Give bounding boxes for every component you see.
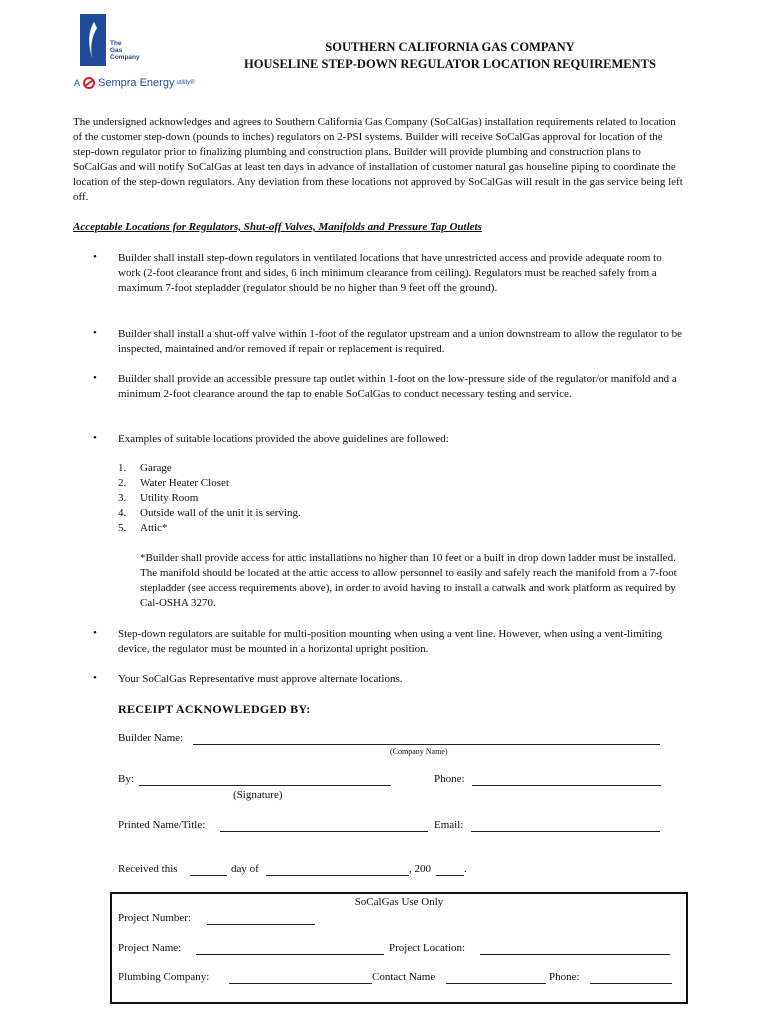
builder-name-label: Builder Name: xyxy=(118,732,184,744)
contact-name-field[interactable] xyxy=(446,983,546,984)
list-item: Attic* xyxy=(140,522,168,534)
printed-name-field[interactable] xyxy=(220,831,428,832)
attic-note: *Builder shall provide access for attic installations no higher than 10 feet or a built in drop down ladder must be installed. The manifold should be located at the attic access to allow personnel to easily and safely reach the manifold from a 7-foot stepladder (see access requirements above), in order to avoid having to install a catwalk and work platform as required by Cal-OSHA 3270. xyxy=(140,552,677,609)
bullet-text: Builder shall provide an accessible pressure tap outlet within 1-foot on the low-pressure side of the regulator/or manifold and a minimum 2-foot clearance around the tap to enable SoCalGas to conduct necessary testing and service. xyxy=(118,373,677,400)
bullet-marker: • xyxy=(93,672,97,684)
bullet-text: Builder shall install a shut-off valve within 1-foot of the regulator upstream and a union downstream to allow the regulator to be inspected, maintained and/or removed if repair or replacement is required. xyxy=(118,328,683,355)
contact-name-label: Contact Name xyxy=(372,971,436,983)
intro-paragraph: The undersigned acknowledges and agrees to Southern California Gas Company (SoCalGas) installation requirements related to location of the customer step-down (pounds to inches) regulators on 2-PSI systems. Builder will receive SoCalGas approval for location of the step-down regulator prior to finalizing plumbing and construction plans. Builder will provide plumbing and construction plans to SoCalGas and will notify SoCalGas at least ten days in advance of installation of customer natural gas houseline piping to coordinate the location of the step-down regulators. Any deviation from these locations not approved by SoCalGas will result in the gas service being left off. xyxy=(73,116,683,203)
email-label: Email: xyxy=(434,819,464,831)
sempra-logo: A Sempra Energy utility® xyxy=(74,77,195,89)
list-item: Garage xyxy=(140,462,172,474)
year-end-label: . xyxy=(464,863,467,875)
sempra-swirl-icon xyxy=(82,76,96,90)
received-day-field[interactable] xyxy=(190,875,227,876)
email-field[interactable] xyxy=(471,831,660,832)
receipt-heading: RECEIPT ACKNOWLEDGED BY: xyxy=(118,702,311,716)
phone-label: Phone: xyxy=(434,773,465,785)
project-location-field[interactable] xyxy=(480,954,670,955)
project-name-field[interactable] xyxy=(196,954,384,955)
list-number: 4. xyxy=(118,507,127,519)
list-number: 3. xyxy=(118,492,127,504)
gas-company-logo xyxy=(80,14,145,68)
bullet-marker: • xyxy=(93,251,97,263)
list-number: 1. xyxy=(118,462,127,474)
flame-icon xyxy=(80,14,106,66)
phone-field[interactable] xyxy=(472,785,661,786)
list-item: Utility Room xyxy=(140,492,199,504)
bullet-text: Examples of suitable locations provided the above guidelines are followed: xyxy=(118,433,449,445)
bullet-text: Builder shall install step-down regulators in ventilated locations that have unrestricted access and provide adequate room to work (2-foot clearance front and sides, 6 inch minimum clearance from ceiling). Regulators must be reached safely from a maximum 7-foot stepladder (regulator should be no higher than 9 feet off the ground). xyxy=(118,252,662,294)
project-location-label: Project Location: xyxy=(389,942,466,954)
logo-text: The Gas Company xyxy=(110,40,140,61)
list-number: 5. xyxy=(118,522,127,534)
socalgas-box-title: SoCalGas Use Only xyxy=(354,896,444,908)
day-of-label: day of xyxy=(231,863,259,875)
project-name-label: Project Name: xyxy=(118,942,182,954)
signature-field[interactable] xyxy=(139,785,391,786)
signature-caption: (Signature) xyxy=(233,789,283,801)
bullet-marker: • xyxy=(93,432,97,444)
bullet-marker: • xyxy=(93,372,97,384)
document-title: HOUSELINE STEP-DOWN REGULATOR LOCATION REQUIREMENTS xyxy=(244,57,656,71)
list-item: Water Heater Closet xyxy=(140,477,229,489)
builder-name-field[interactable] xyxy=(193,744,660,745)
list-number: 2. xyxy=(118,477,127,489)
company-title: SOUTHERN CALIFORNIA GAS COMPANY xyxy=(325,40,575,54)
project-number-field[interactable] xyxy=(207,924,315,925)
company-name-caption: (Company Name) xyxy=(390,747,448,756)
bullet-text: Step-down regulators are suitable for multi-position mounting when using a vent line. However, when using a vent-limiting device, the regulator must be mounted in a horizontal upright position. xyxy=(118,628,662,655)
bullet-text: Your SoCalGas Representative must approve alternate locations. xyxy=(118,673,403,685)
project-number-label: Project Number: xyxy=(118,912,192,924)
section-heading: Acceptable Locations for Regulators, Shut-off Valves, Manifolds and Pressure Tap Outlets xyxy=(73,221,482,233)
received-this-label: Received this xyxy=(118,863,178,875)
received-month-field[interactable] xyxy=(266,875,409,876)
plumbing-company-field[interactable] xyxy=(229,983,372,984)
received-year-field[interactable] xyxy=(436,875,464,876)
printed-name-label: Printed Name/Title: xyxy=(118,819,206,831)
bullet-marker: • xyxy=(93,327,97,339)
box-phone-field[interactable] xyxy=(590,983,672,984)
bullet-marker: • xyxy=(93,627,97,639)
box-phone-label: Phone: xyxy=(549,971,580,983)
list-item: Outside wall of the unit it is serving. xyxy=(140,507,301,519)
year-prefix-label: , 200 xyxy=(409,863,431,875)
plumbing-company-label: Plumbing Company: xyxy=(118,971,210,983)
by-label: By: xyxy=(118,773,134,785)
